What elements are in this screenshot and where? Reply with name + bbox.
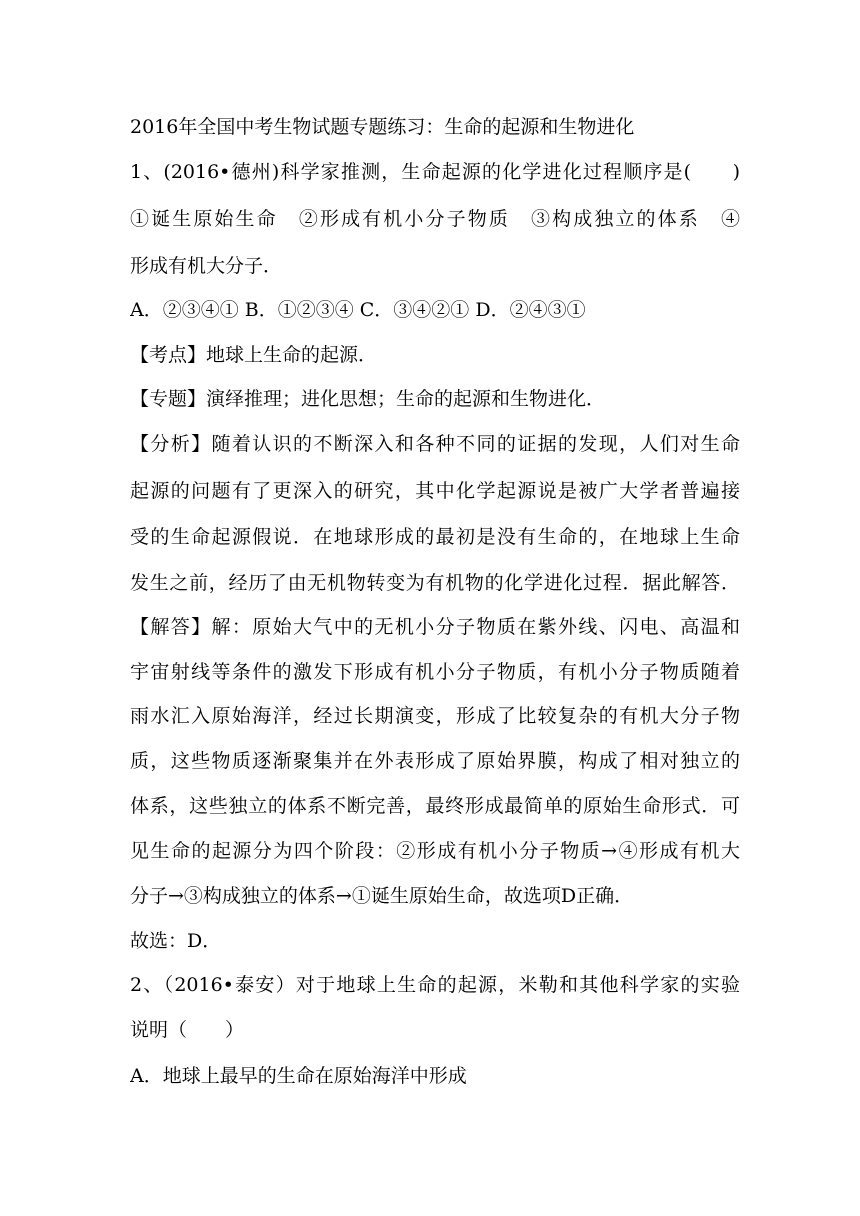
question-1-stem: 1、(2016•德州)科学家推测，生命起源的化学进化过程顺序是( ) (130, 161, 740, 183)
fenxi-line-3: 受的生命起源假说．在地球形成的最初是没有生命的，在地球上生命 (130, 526, 740, 548)
jieda-line-5: 体系，这些独立的体系不断完善，最终形成最简单的原始生命形式．可 (130, 795, 740, 817)
jieda-line-2: 宇宙射线等条件的激发下形成有机小分子物质，有机小分子物质随着 (130, 661, 740, 683)
jieda-line-4: 质，这些物质逐渐聚集并在外表形成了原始界膜，构成了相对独立的 (130, 750, 740, 772)
question-1-items-cont: 形成有机大分子． (130, 255, 283, 277)
question-1-items: ①诞生原始生命 ②形成有机小分子物质 ③构成独立的体系 ④ (130, 208, 740, 230)
jieda-line-7: 分子→③构成独立的体系→①诞生原始生命，故选项D正确． (130, 885, 634, 907)
question-2-option-a: A．地球上最早的生命在原始海洋中形成 (130, 1065, 467, 1087)
fenxi-line-1: 【分析】随着认识的不断深入和各种不同的证据的发现，人们对生命 (130, 433, 740, 455)
fenxi-line-2: 起源的问题有了更深入的研究，其中化学起源说是被广大学者普遍接 (130, 480, 740, 502)
fenxi-line-4: 发生之前，经历了由无机物转变为有机物的化学进化过程．据此解答． (130, 572, 740, 594)
question-1-options: A．②③④① B．①②③④ C．③④②① D．②④③① (130, 299, 586, 321)
jieda-line-1: 【解答】解：原始大气中的无机小分子物质在紫外线、闪电、高温和 (130, 616, 740, 638)
jieda-line-6: 见生命的起源分为四个阶段：②形成有机小分子物质→④形成有机大 (130, 840, 740, 862)
zhuanti-line: 【专题】演绎推理；进化思想；生命的起源和生物进化． (130, 388, 606, 410)
kaodian-line: 【考点】地球上生命的起源． (130, 344, 378, 366)
jieda-line-3: 雨水汇入原始海洋，经过长期演变，形成了比较复杂的有机大分子物 (130, 705, 740, 727)
question-2-stem: 2、（2016•泰安）对于地球上生命的起源，米勒和其他科学家的实验 (130, 974, 740, 996)
document-title: 2016年全国中考生物试题专题练习：生命的起源和生物进化 (130, 116, 635, 138)
answer-line: 故选：D． (130, 930, 222, 952)
question-2-stem-cont: 说明（ ） (130, 1019, 245, 1041)
